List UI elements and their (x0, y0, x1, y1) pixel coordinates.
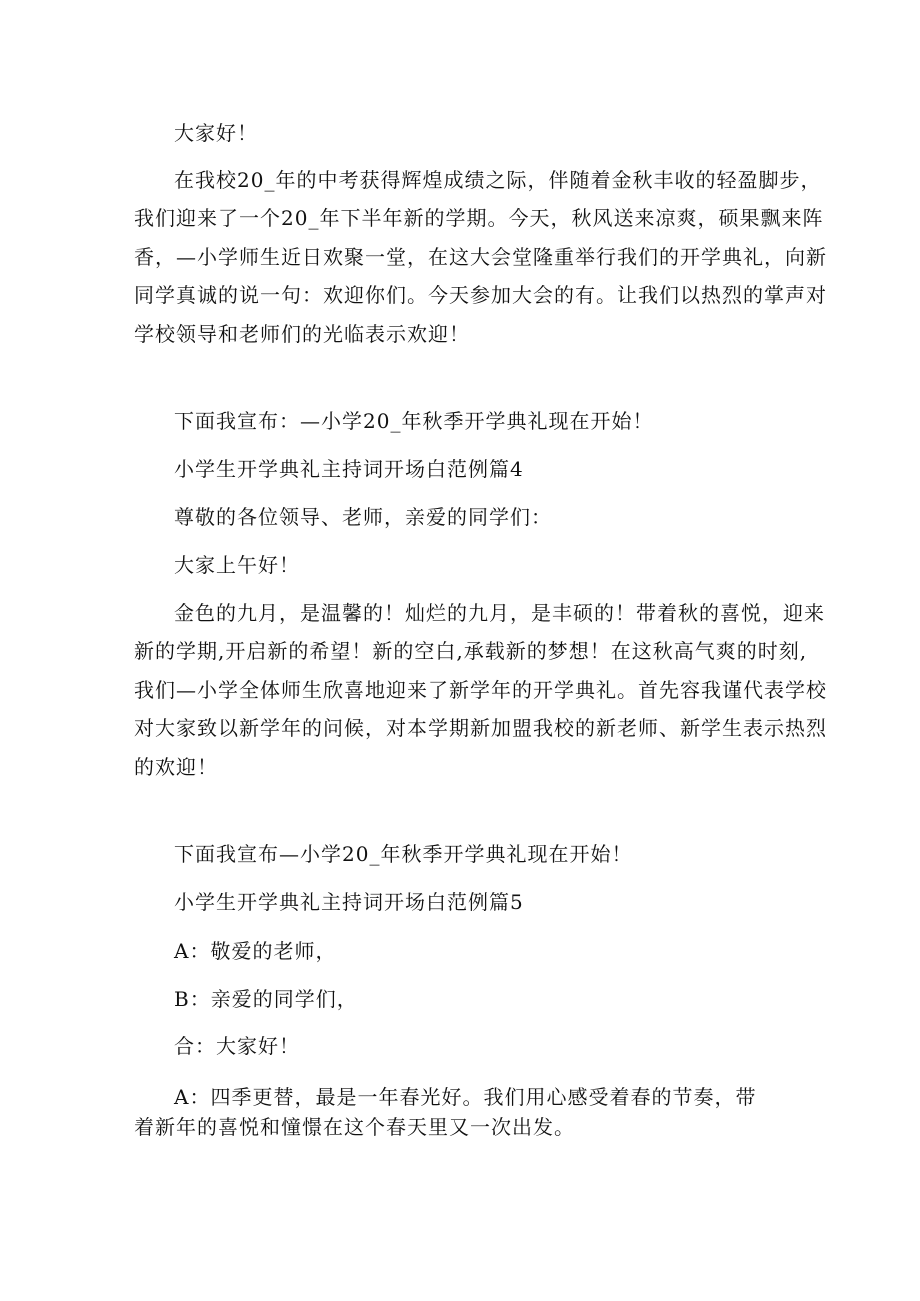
greeting-paragraph (134, 114, 794, 152)
text-line: 着新年的喜悦和憧憬在这个春天里又一次出发。 (134, 1115, 575, 1139)
salutation-paragraph (134, 498, 794, 536)
text-line: 大家上午好！ (174, 553, 300, 577)
dialogue-line-b (134, 980, 794, 1018)
text-line: 对大家致以新学年的问候，对本学期新加盟我校的新老师、新学生表示热烈 (134, 716, 827, 741)
text-line: 学校领导和老师们的光临表示欢迎！ (134, 321, 470, 346)
text-line: 下面我宣布—小学20_年秋季开学典礼现在开始！ (174, 842, 633, 866)
text-line: B：亲爱的同学们， (174, 987, 358, 1011)
dialogue-line-together (134, 1027, 794, 1065)
text-line: 同学真诚的说一句：欢迎你们。今天参加大会的有。让我们以热烈的掌声对 (134, 283, 827, 308)
text-line: A：四季更替，最是一年春光好。我们用心感受着春的节奏，带 (174, 1085, 757, 1109)
text-line: 在我校20_年的中考获得辉煌成绩之际，伴随着金秋丰收的轻盈脚步， (174, 168, 822, 192)
text-line: 的欢迎！ (134, 754, 218, 779)
intro-paragraph (134, 161, 827, 353)
text-line: 大家好！ (174, 121, 258, 145)
text-line: 小学生开学典礼主持词开场白范例篇5 (174, 890, 524, 914)
text-line: 我们—小学全体师生欣喜地迎来了新学年的开学典礼。首先容我谨代表学校 (134, 677, 827, 702)
text-line: 新的学期,开启新的希望！新的空白,承载新的梦想！在这秋高气爽的时刻, (134, 639, 808, 664)
text-line: 下面我宣布：—小学20_年秋季开学典礼现在开始！ (174, 409, 654, 433)
dialogue-line-a (134, 932, 794, 970)
text-line: 金色的九月，是温馨的！灿烂的九月，是丰硕的！带着秋的喜悦，迎来 (174, 601, 825, 625)
section-heading (134, 450, 794, 488)
text-line: 我们迎来了一个20_年下半年新的学期。今天，秋风送来凉爽，硕果飘来阵 (134, 206, 824, 231)
body-paragraph (134, 594, 827, 786)
section-heading (134, 883, 794, 921)
text-line: 合：大家好！ (174, 1034, 300, 1058)
text-line: 小学生开学典礼主持词开场白范例篇4 (174, 457, 524, 481)
dialogue-line-a (134, 1082, 757, 1142)
text-line: A：敬爱的老师， (174, 939, 337, 963)
greeting-paragraph (134, 546, 794, 584)
text-line: 尊敬的各位领导、老师，亲爱的同学们： (174, 505, 552, 529)
text-line: 香，—小学师生近日欢聚一堂，在这大会堂隆重举行我们的开学典礼，向新 (134, 244, 827, 269)
announcement-paragraph (134, 402, 794, 440)
announcement-paragraph (134, 835, 794, 873)
